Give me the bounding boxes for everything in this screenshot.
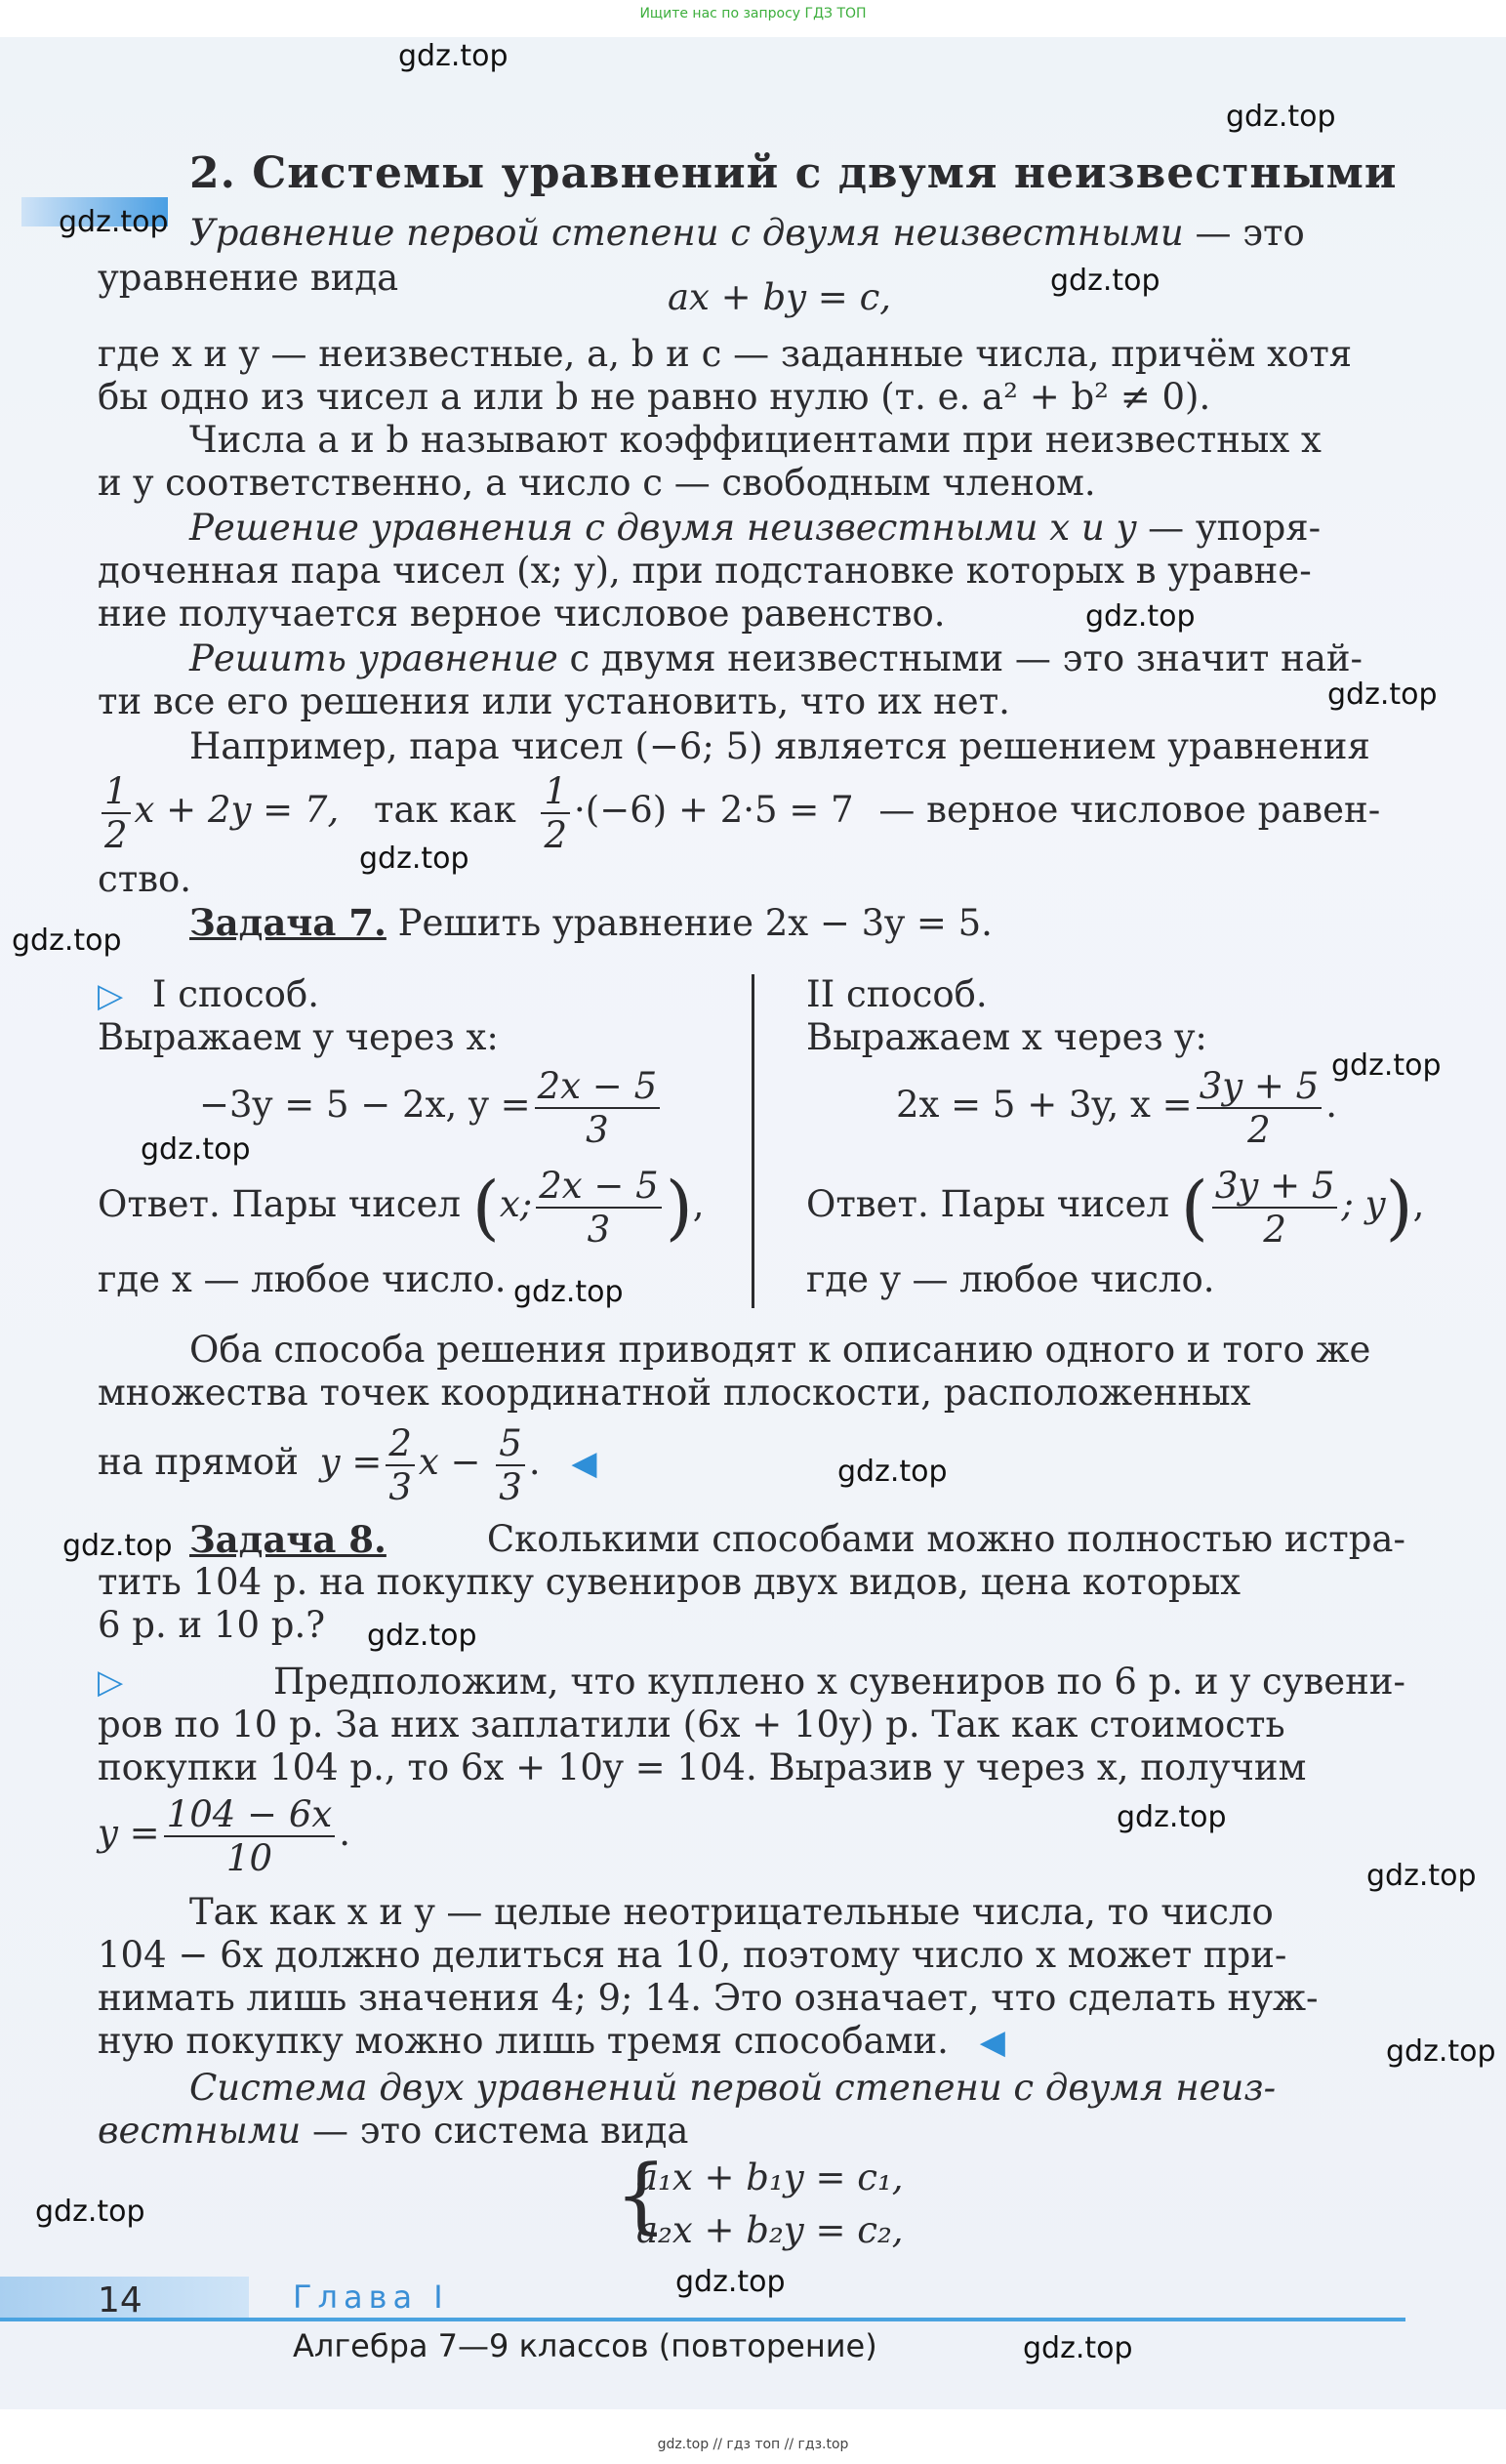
top-search-note: Ищите нас по запросу ГДЗ ТОП bbox=[639, 6, 867, 21]
method-1-title bbox=[98, 972, 319, 1018]
watermark: gdz.top bbox=[513, 1275, 624, 1309]
y-equation: y = $\frac{104 - 6x}{10}$ . bbox=[98, 1792, 350, 1879]
task-text: Решить уравнение 2x − 3y = 5. bbox=[397, 902, 993, 944]
task-label: Задача 7. bbox=[189, 901, 387, 944]
method-1-express: Выражаем y через x: bbox=[98, 1016, 499, 1058]
formula: ax + by = c, bbox=[668, 276, 892, 318]
task-8 bbox=[189, 1517, 1405, 1562]
system-eq-2: a₂x + b₂y = c₂, bbox=[636, 2209, 904, 2251]
method-divider bbox=[752, 974, 754, 1308]
watermark: gdz.top bbox=[35, 2195, 145, 2229]
watermark: gdz.top bbox=[1050, 264, 1160, 298]
equation-left: 2x = 5 + 3y, x = bbox=[896, 1084, 1193, 1126]
method-title: I способ. bbox=[151, 973, 319, 1015]
watermark: gdz.top bbox=[837, 1455, 948, 1489]
text: Предположим, что куплено x сувениров по 6 р. и y сувени- bbox=[272, 1661, 1405, 1703]
footer-rule bbox=[0, 2318, 1405, 2321]
bottom-note: gdz.top // гдз топ // гдз.top bbox=[657, 2437, 849, 2452]
method-2-tail: где y — любое число. bbox=[806, 1258, 1215, 1300]
fraction-five-thirds: $\frac{5}{3}$ bbox=[496, 1425, 525, 1505]
method-2-express: Выражаем x через y: bbox=[806, 1016, 1207, 1058]
definition-term: Решение уравнения с двумя неизвестными x и y bbox=[189, 507, 1137, 549]
method-2-title: II способ. bbox=[806, 973, 988, 1015]
watermark: gdz.top bbox=[1085, 599, 1196, 634]
example-tail: — верное числовое равен- bbox=[878, 789, 1381, 831]
text-line: множества точек координатной плоскости, расположенных bbox=[98, 1372, 1251, 1414]
y-label: y = bbox=[98, 1812, 160, 1854]
example-connector: так как bbox=[373, 789, 516, 831]
definition-rest: — упоря- bbox=[1136, 507, 1322, 549]
text-line: где x и y — неизвестные, a, b и c — заданные числа, причём хотя bbox=[98, 333, 1353, 375]
chapter-label: Глава I bbox=[293, 2279, 449, 2316]
equation-left: −3y = 5 − 2x, y = bbox=[199, 1084, 531, 1126]
definition-rest: с двумя неизвестными — это значит най- bbox=[557, 637, 1364, 679]
definition-rest: — это bbox=[1183, 212, 1305, 254]
fraction: $\frac{2x - 5}{3}$ bbox=[535, 1068, 660, 1148]
watermark: gdz.top bbox=[62, 1529, 173, 1563]
definition-line bbox=[189, 637, 1363, 681]
end-marker-icon: ◀ bbox=[571, 1444, 597, 1483]
fraction: $\frac{104 - 6x}{10}$ bbox=[164, 1796, 336, 1876]
definition-term: Решить уравнение bbox=[189, 637, 558, 679]
fraction-two-thirds: $\frac{2}{3}$ bbox=[386, 1425, 415, 1505]
definition-line bbox=[98, 2109, 688, 2154]
line-equation: на прямой y = $\frac{2}{3}$ x − $\frac{5}{3}$ . ◀ bbox=[98, 1421, 597, 1508]
example-equation-line bbox=[98, 769, 1381, 856]
example-equation: x + 2y = 7, bbox=[134, 789, 340, 831]
solution-line bbox=[98, 1660, 1405, 1704]
method-1-answer: Ответ. Пары чисел (x; $\frac{2x - 5}{3}$ ), bbox=[98, 1164, 705, 1251]
text: на прямой bbox=[98, 1441, 299, 1483]
watermark: gdz.top bbox=[1117, 1800, 1227, 1834]
text-line: ство. bbox=[98, 858, 192, 900]
watermark: gdz.top bbox=[675, 2265, 786, 2299]
system-eq-1: a₁x + b₁y = c₁, bbox=[636, 2156, 904, 2198]
text-line: покупки 104 р., то 6x + 10y = 104. Выразив y через x, получим bbox=[98, 1746, 1307, 1788]
definition-term: Система двух уравнений первой степени с двумя неиз- bbox=[189, 2067, 1277, 2109]
task-text: Сколькими способами можно полностью истра- bbox=[486, 1518, 1405, 1560]
watermark: gdz.top bbox=[1327, 678, 1438, 712]
text: ную покупку можно лишь тремя способами. bbox=[98, 2020, 949, 2062]
text-line: Так как x и y — целые неотрицательные числа, то число bbox=[189, 1891, 1274, 1933]
watermark: gdz.top bbox=[1226, 100, 1336, 134]
watermark: gdz.top bbox=[1331, 1048, 1442, 1083]
answer-label: Ответ. Пары чисел bbox=[98, 1183, 461, 1225]
brace: { bbox=[615, 2147, 668, 2242]
watermark: gdz.top bbox=[1023, 2331, 1133, 2365]
pair-left: x; bbox=[499, 1183, 533, 1225]
answer-label: Ответ. Пары чисел bbox=[806, 1183, 1169, 1225]
text-line: доченная пара чисел (x; y), при подстановке которых в уравне- bbox=[98, 550, 1312, 592]
text-line: 104 − 6x должно делиться на 10, поэтому число x может при- bbox=[98, 1934, 1287, 1976]
watermark: gdz.top bbox=[141, 1132, 251, 1167]
method-1-tail: где x — любое число. bbox=[98, 1258, 507, 1300]
chapter-subtitle: Алгебра 7—9 классов (повторение) bbox=[293, 2327, 877, 2364]
watermark: gdz.top bbox=[1386, 2034, 1496, 2069]
watermark: gdz.top bbox=[367, 1619, 477, 1653]
text-line: бы одно из чисел a или b не равно нулю (т. е. a² + b² ≠ 0). bbox=[98, 376, 1211, 418]
example-check: ·(−6) + 2·5 = 7 bbox=[574, 789, 854, 831]
watermark: gdz.top bbox=[12, 924, 122, 958]
task-text: 6 р. и 10 р.? bbox=[98, 1604, 326, 1646]
watermark: gdz.top bbox=[1366, 1859, 1477, 1893]
text-line: нимать лишь значения 4; 9; 14. Это означает, что сделать нуж- bbox=[98, 1977, 1319, 2019]
text-line: Оба способа решения приводят к описанию одного и того же bbox=[189, 1329, 1371, 1371]
fraction-one-half: $\frac{1}{2}$ bbox=[541, 773, 570, 853]
definition-rest: — это система вида bbox=[301, 2110, 689, 2152]
start-marker-icon: ▷ bbox=[98, 1663, 124, 1702]
definition-term: Уравнение первой степени с двумя неизвестными bbox=[189, 212, 1184, 254]
task-text: тить 104 р. на покупку сувениров двух видов, цена которых bbox=[98, 1561, 1241, 1603]
task-label: Задача 8. bbox=[189, 1518, 387, 1561]
pair-right: ; y bbox=[1341, 1183, 1386, 1225]
end-marker-icon: ◀ bbox=[979, 2023, 1005, 2062]
definition-line bbox=[189, 506, 1321, 551]
text-line: Числа a и b называют коэффициентами при неизвестных x bbox=[189, 419, 1322, 461]
text-line: Например, пара чисел (−6; 5) является решением уравнения bbox=[189, 725, 1370, 767]
method-1-equation bbox=[199, 1064, 664, 1151]
method-2-equation: 2x = 5 + 3y, x = $\frac{3y + 5}{2}$ . bbox=[896, 1064, 1337, 1151]
text-line bbox=[98, 2019, 1005, 2065]
definition-term: вестными bbox=[98, 2110, 302, 2152]
text-line: ние получается верное числовое равенство. bbox=[98, 593, 946, 635]
equation-y: y = bbox=[319, 1441, 383, 1483]
task-7 bbox=[189, 900, 993, 946]
method-2-answer: Ответ. Пары чисел ( $\frac{3y + 5}{2}$ ; y), bbox=[806, 1164, 1425, 1251]
watermark: gdz.top bbox=[398, 39, 509, 73]
fraction-one-half: $\frac{1}{2}$ bbox=[102, 773, 131, 853]
fraction: $\frac{3y + 5}{2}$ bbox=[1212, 1168, 1338, 1248]
text-line: и y соответственно, а число c — свободным членом. bbox=[98, 462, 1096, 504]
fraction: $\frac{2x - 5}{3}$ bbox=[536, 1168, 661, 1248]
page-number: 14 bbox=[98, 2280, 142, 2320]
text-line: уравнение вида bbox=[98, 257, 399, 299]
definition-line bbox=[189, 211, 1305, 256]
watermark: gdz.top bbox=[59, 205, 169, 239]
fraction: $\frac{3y + 5}{2}$ bbox=[1197, 1068, 1323, 1148]
text-line: ров по 10 р. За них заплатили (6x + 10y) р. Так как стоимость bbox=[98, 1704, 1285, 1745]
start-marker-icon: ▷ bbox=[98, 976, 124, 1015]
watermark: gdz.top bbox=[359, 842, 469, 876]
text-line: ти все его решения или установить, что их нет. bbox=[98, 680, 1010, 722]
section-title: 2. Системы уравнений с двумя неизвестными bbox=[189, 148, 1398, 198]
